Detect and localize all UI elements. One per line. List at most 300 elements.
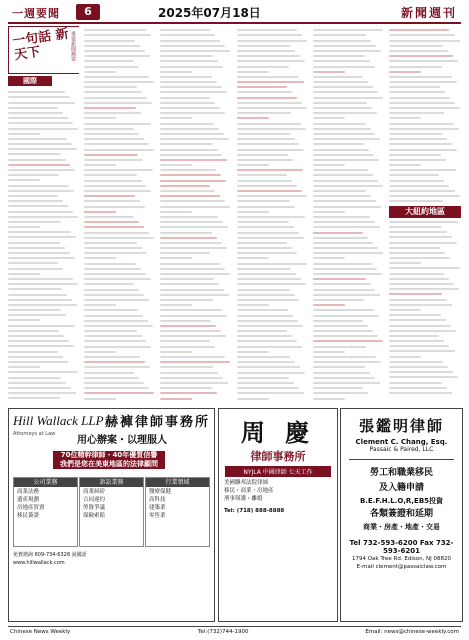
text-line — [84, 86, 137, 88]
footer-publication: Chinese News Weekly — [10, 629, 71, 635]
text-line — [313, 387, 363, 389]
text-line — [313, 112, 377, 114]
text-line — [389, 376, 458, 378]
text-line — [237, 180, 292, 182]
text-line — [389, 164, 421, 166]
text-line — [237, 34, 302, 36]
text-line — [84, 294, 144, 296]
text-line — [389, 123, 454, 125]
text-line — [84, 304, 116, 306]
text-line — [160, 133, 224, 135]
text-line — [389, 133, 442, 135]
text-line — [160, 387, 212, 389]
text-line — [84, 377, 139, 379]
text-line — [8, 252, 70, 254]
text-line — [160, 66, 223, 68]
zhou-services — [219, 479, 337, 503]
text-line — [389, 330, 456, 332]
text-line — [237, 382, 294, 384]
text-line — [237, 200, 290, 202]
text-line — [389, 128, 459, 130]
text-line — [84, 154, 138, 156]
text-line — [160, 366, 213, 368]
text-line — [160, 169, 216, 171]
hill-wallack-logo: Hill Wallack LLP — [13, 413, 104, 428]
text-line — [160, 60, 218, 62]
text-line — [389, 102, 455, 104]
text-line — [237, 123, 301, 125]
text-line — [84, 387, 149, 389]
text-line — [160, 86, 222, 88]
text-line — [237, 232, 299, 234]
text-line — [8, 273, 40, 275]
text-line — [84, 257, 116, 259]
text-line — [160, 283, 219, 285]
text-line — [313, 346, 366, 348]
text-line — [313, 372, 370, 374]
firm-banner — [53, 451, 165, 469]
text-line — [313, 34, 366, 36]
practice-list — [14, 487, 77, 521]
text-line — [160, 81, 217, 83]
practice-item: 高科技 — [149, 497, 166, 503]
text-line — [160, 320, 211, 322]
text-line — [389, 345, 449, 347]
text-line — [8, 174, 59, 176]
text-line — [160, 40, 220, 42]
text-line — [389, 143, 452, 145]
text-line — [389, 221, 458, 223]
text-line — [313, 169, 368, 171]
text-line — [389, 91, 445, 93]
text-line — [160, 149, 218, 151]
text-line — [313, 283, 371, 285]
text-line — [313, 123, 366, 125]
text-line — [313, 304, 345, 306]
text-line — [8, 278, 73, 280]
text-line — [313, 315, 379, 317]
text-line — [313, 60, 370, 62]
text-line — [237, 263, 307, 265]
text-line — [237, 226, 294, 228]
zhang-service: 各類簽證和延期 — [369, 509, 433, 519]
text-line — [313, 289, 375, 291]
hill-wallack-ad[interactable] — [8, 408, 215, 622]
text-line — [237, 361, 295, 363]
text-line — [313, 97, 383, 99]
text-line — [389, 169, 456, 171]
text-line — [84, 340, 146, 342]
text-line — [160, 55, 213, 57]
text-line — [160, 206, 230, 208]
text-line — [160, 180, 226, 182]
text-line — [313, 211, 345, 213]
text-line — [84, 123, 151, 125]
text-line — [160, 351, 192, 353]
text-line — [84, 143, 149, 145]
text-line — [313, 29, 383, 31]
text-line — [8, 107, 58, 109]
practice-box-title: 行業領域 — [146, 478, 209, 487]
text-line — [8, 164, 70, 166]
text-line — [389, 174, 439, 176]
text-line — [84, 60, 134, 62]
text-line — [313, 107, 372, 109]
text-line — [389, 392, 452, 394]
text-line — [160, 159, 227, 161]
practice-item: 建築業 — [149, 505, 166, 511]
text-line — [389, 71, 421, 73]
text-line — [84, 112, 141, 114]
text-line — [389, 340, 444, 342]
text-line — [8, 283, 78, 285]
text-line — [8, 361, 68, 363]
zhou-phone[interactable]: Tel: (718) 888-8888 — [224, 508, 285, 514]
text-line — [389, 97, 450, 99]
text-line — [313, 226, 380, 228]
text-line — [160, 392, 217, 394]
text-line — [237, 257, 269, 259]
text-line — [8, 143, 72, 145]
text-line — [389, 361, 443, 363]
text-line — [313, 361, 381, 363]
text-line — [160, 117, 192, 119]
text-line — [84, 382, 144, 384]
text-line — [8, 133, 40, 135]
zhang-service: 及入籍申請 — [378, 483, 424, 493]
zhou-service-line: 美國聯邦法院律師 — [224, 480, 269, 486]
text-line — [84, 361, 145, 363]
text-line — [237, 55, 300, 57]
practice-list — [80, 487, 143, 521]
text-line — [160, 154, 222, 156]
text-line — [313, 206, 381, 208]
text-line — [84, 190, 151, 192]
text-line — [8, 138, 67, 140]
zhang-english-name: Clement C. Chang, Esq. — [355, 438, 448, 446]
text-line — [389, 40, 460, 42]
text-line — [313, 40, 371, 42]
text-line — [237, 112, 291, 114]
text-line — [84, 309, 138, 311]
text-line — [8, 268, 63, 270]
text-line — [313, 294, 380, 296]
text-line — [313, 366, 365, 368]
text-line — [160, 102, 215, 104]
text-line — [84, 211, 116, 213]
text-line — [160, 174, 221, 176]
text-line — [8, 195, 58, 197]
text-line — [160, 128, 219, 130]
firm-website[interactable]: www.hillwallack.com — [13, 560, 65, 566]
column-1 — [8, 26, 79, 406]
text-line — [8, 200, 63, 202]
text-line — [160, 138, 229, 140]
text-line — [237, 97, 297, 99]
practice-box-title: 公司業務 — [14, 478, 77, 487]
text-line — [8, 179, 40, 181]
text-line — [313, 273, 382, 275]
page-footer — [8, 626, 461, 639]
text-line — [160, 71, 192, 73]
text-line — [237, 330, 287, 332]
text-line — [313, 117, 345, 119]
section-label-nyc: 大紐約地區 — [389, 206, 461, 218]
column-2 — [84, 26, 155, 406]
text-line — [84, 55, 150, 57]
text-line — [8, 335, 64, 337]
text-line — [313, 200, 376, 202]
text-line — [84, 174, 137, 176]
text-line — [8, 351, 58, 353]
text-line — [313, 382, 380, 384]
text-line — [8, 216, 78, 218]
text-line — [160, 50, 230, 52]
text-line — [313, 247, 378, 249]
text-line — [84, 221, 139, 223]
text-line — [313, 299, 364, 301]
text-line — [160, 315, 227, 317]
text-line — [160, 325, 216, 327]
practice-item: 醫療保健 — [149, 489, 172, 495]
text-line — [160, 335, 226, 337]
practice-item: 遺產規劃 — [17, 497, 40, 503]
text-line — [389, 185, 449, 187]
text-line — [237, 372, 305, 374]
text-line — [389, 138, 447, 140]
text-line — [237, 387, 299, 389]
text-line — [237, 154, 288, 156]
text-line — [389, 288, 459, 290]
text-line — [160, 278, 214, 280]
text-line — [237, 294, 295, 296]
text-line — [8, 96, 70, 98]
banner-line-1: 70位精幹律師・40年優質信譽 — [60, 451, 158, 459]
text-line — [84, 71, 116, 73]
text-line — [84, 40, 135, 42]
text-line — [160, 45, 225, 47]
text-line — [389, 200, 443, 202]
text-line — [160, 309, 222, 311]
zhou-law-ad[interactable] — [218, 408, 338, 622]
text-line — [313, 55, 365, 57]
text-line — [237, 237, 304, 239]
text-line — [84, 164, 116, 166]
text-line — [389, 66, 442, 68]
text-line — [389, 262, 421, 264]
text-line — [8, 325, 75, 327]
text-line — [160, 294, 229, 296]
text-line — [313, 149, 369, 151]
zhang-email[interactable]: E-mail clement@passaiclaw.com — [356, 564, 447, 570]
text-line — [389, 159, 446, 161]
text-line — [313, 237, 368, 239]
publication-brand: 一週要聞 — [12, 7, 60, 20]
text-line — [84, 346, 151, 348]
text-line — [237, 190, 302, 192]
text-line — [389, 226, 442, 228]
issue-date: 2025年07月18日 — [158, 6, 261, 20]
text-line — [84, 34, 151, 36]
footer-email: Email: news@chinese-weekly.com — [365, 629, 459, 635]
text-line — [313, 180, 378, 182]
text-line — [84, 366, 150, 368]
text-line — [84, 169, 153, 171]
column-text-block — [389, 221, 461, 394]
text-line — [160, 273, 230, 275]
text-line — [313, 351, 345, 353]
text-line — [237, 325, 303, 327]
text-line — [8, 185, 69, 187]
text-line — [389, 314, 441, 316]
advertisements — [8, 408, 461, 622]
text-line — [8, 169, 75, 171]
text-line — [237, 185, 297, 187]
text-line — [160, 361, 230, 363]
text-line — [160, 268, 225, 270]
page-header — [8, 4, 461, 24]
text-line — [8, 392, 76, 394]
column-5 — [313, 26, 384, 406]
zhang-law-ad[interactable] — [340, 408, 463, 622]
zhou-firm-name: 周 慶 — [240, 419, 316, 447]
text-line — [84, 273, 146, 275]
text-line — [84, 180, 142, 182]
zhang-phone[interactable]: Tel 732-593-6200 Fax 732-593-6201 — [349, 539, 454, 555]
text-line — [389, 304, 452, 306]
text-line — [389, 154, 441, 156]
text-line — [84, 128, 134, 130]
text-line — [237, 247, 292, 249]
text-line — [237, 289, 290, 291]
zhang-service: B.E.F.H.L.O,R,EB5投資 — [359, 497, 444, 505]
text-line — [237, 398, 269, 400]
text-line — [313, 164, 345, 166]
text-line — [8, 231, 71, 233]
text-line — [313, 174, 373, 176]
text-line — [84, 200, 140, 202]
text-line — [389, 81, 457, 83]
text-line — [160, 195, 220, 197]
text-line — [8, 159, 66, 161]
text-line — [389, 45, 443, 47]
practice-item: 商業糾紛 — [83, 489, 106, 495]
text-line — [8, 148, 77, 150]
text-line — [160, 200, 225, 202]
text-line — [8, 190, 74, 192]
text-line — [313, 143, 364, 145]
text-line — [8, 236, 76, 238]
text-line — [160, 377, 223, 379]
text-line — [160, 289, 224, 291]
text-line — [313, 159, 379, 161]
zhou-firm-sub: 律師事務所 — [250, 450, 306, 463]
practice-item: 房地產買賣 — [17, 505, 45, 511]
practice-grid — [13, 477, 210, 547]
text-line — [237, 138, 295, 140]
text-line — [8, 387, 71, 389]
text-line — [84, 138, 144, 140]
practice-item: 保險索賠 — [83, 513, 106, 519]
text-line — [313, 45, 376, 47]
text-line — [389, 366, 448, 368]
text-line — [8, 221, 61, 223]
text-line — [8, 262, 58, 264]
text-line — [389, 299, 447, 301]
text-line — [84, 325, 153, 327]
text-line — [389, 356, 421, 358]
text-line — [237, 107, 307, 109]
practice-box-corporate — [13, 477, 78, 547]
zhou-firm-pill: NYJLA 中國律師 七天工作 — [225, 466, 331, 477]
text-line — [84, 102, 152, 104]
text-line — [237, 128, 306, 130]
text-line — [237, 392, 304, 394]
text-line — [389, 257, 450, 259]
text-line — [237, 309, 288, 311]
text-line — [160, 216, 218, 218]
text-line — [84, 76, 149, 78]
text-line — [8, 102, 75, 104]
text-line — [160, 34, 215, 36]
zhang-address: 1794 Oak Tree Rd. Edison, NJ 08820 — [351, 556, 452, 562]
text-line — [8, 91, 65, 93]
text-line — [84, 29, 146, 31]
text-line — [84, 185, 146, 187]
text-line — [237, 66, 289, 68]
text-line — [237, 366, 300, 368]
text-line — [313, 278, 366, 280]
text-line — [313, 325, 368, 327]
text-line — [84, 330, 137, 332]
text-line — [84, 398, 116, 400]
text-line — [84, 320, 148, 322]
text-line — [313, 232, 363, 234]
consult-phone[interactable]: 免費諮詢 609-734-6328 說國語 — [13, 552, 87, 558]
text-line — [84, 242, 137, 244]
text-line — [8, 128, 78, 130]
text-line — [313, 356, 376, 358]
text-line — [313, 268, 377, 270]
text-line — [84, 356, 140, 358]
text-line — [237, 216, 305, 218]
text-line — [237, 164, 269, 166]
text-line — [389, 55, 453, 57]
text-line — [8, 122, 73, 124]
text-line — [84, 66, 139, 68]
text-line — [237, 242, 287, 244]
practice-item: 勞資爭議 — [83, 505, 106, 511]
zhang-service: 商業・房產・地產・交易 — [363, 523, 440, 531]
text-line — [84, 45, 140, 47]
text-line — [389, 267, 460, 269]
text-line — [389, 236, 452, 238]
text-line — [389, 382, 442, 384]
text-line — [237, 278, 301, 280]
zhang-name: 張鑑明律師 — [358, 417, 444, 435]
text-line — [389, 112, 444, 114]
text-line — [237, 273, 296, 275]
text-line — [84, 133, 139, 135]
text-line — [237, 174, 287, 176]
text-line — [313, 263, 372, 265]
text-line — [237, 351, 269, 353]
text-line — [8, 345, 74, 347]
text-line — [237, 335, 292, 337]
text-line — [84, 315, 143, 317]
text-line — [237, 40, 307, 42]
text-line — [8, 382, 66, 384]
